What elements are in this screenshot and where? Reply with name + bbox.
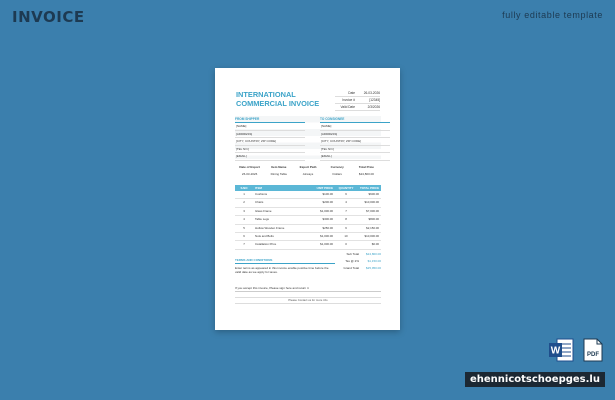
from-line: [EMAIL] (235, 153, 305, 161)
to-line: [NAME] (320, 123, 390, 131)
header-tagline: fully editable template (502, 10, 603, 20)
from-line: [NAME] (235, 123, 305, 131)
from-heading: FROM SHIPPER (235, 117, 305, 123)
from-line: [TEL NO.] (235, 146, 305, 154)
from-shipper (235, 117, 305, 161)
table-row: 5 Hollow Wooden Frame $250.00 6 $2,150.00 (235, 225, 381, 233)
shipment-value-row: 26-03-2026 Dining Table Airways Dollars $24,800.00 (241, 172, 374, 176)
table-row: 2 Chairs $200.00 4 $10,000.00 (235, 199, 381, 207)
totals (340, 251, 381, 272)
meta-valid-date: Valid Date 2/3/2026 (335, 104, 380, 111)
site-badge: ehennicotschoepges.lu (465, 372, 605, 387)
word-document-icon (548, 338, 574, 362)
subtotal-row: Sub Total $24,800.00 (346, 252, 381, 256)
to-consignee (320, 117, 390, 161)
meta-date: Date 26-03-2026 (335, 90, 380, 97)
pdf-document-icon (582, 338, 604, 362)
terms-heading: TERMS AND CONDITIONS (235, 258, 335, 264)
to-heading: TO CONSIGNEE (320, 117, 390, 123)
items-table (235, 185, 381, 250)
contact-line: Please Contact us for more info (235, 297, 381, 304)
invoice-meta (335, 90, 380, 111)
from-line: [ADDRESS] (235, 131, 305, 139)
header-title: INVOICE (12, 8, 85, 26)
invoice-title: INTERNATIONAL COMMERCIAL INVOICE (236, 90, 320, 108)
tax-row: Tax @ 2% $1,150.00 (345, 259, 381, 263)
to-line: [TEL NO.] (320, 146, 390, 154)
table-row: 7 Installation Price $1,000.00 0 $0.00 (235, 241, 381, 249)
shipment-header-row: Date of Export Item Name Export Path Currency Total Price (239, 165, 374, 169)
table-row: 1 Cushions $100.00 6 $600.00 (235, 191, 381, 199)
word-letter: W (550, 345, 561, 357)
accept-line: If you accept this invoice, Please sign here and return it (235, 285, 381, 292)
to-line: [ADDRESS] (320, 131, 390, 139)
invoice-page (215, 68, 400, 330)
items-header-row: S.NO ITEM UNIT PRICE QUANTITY TOTAL PRICE (235, 185, 381, 191)
grand-total-row: Grand Total $25,950.00 (343, 266, 381, 270)
shipment-table (235, 164, 381, 178)
meta-invoice-number: Invoice # [12345] (335, 97, 380, 104)
table-row: 4 Table Legs $300.00 8 $800.00 (235, 216, 381, 224)
to-line: [CITY, COUNTRY, ZIP CODE] (320, 138, 390, 146)
terms-section (235, 258, 335, 274)
terms-text: Enter terms as appeared in this invoice enable positive time before the valid date as we apply for taxes. (235, 266, 329, 274)
to-line: [EMAIL] (320, 153, 390, 161)
table-row: 3 Glass Frame $1,000.00 7 $7,000.00 (235, 208, 381, 216)
from-line: [CITY, COUNTRY, ZIP CODE] (235, 138, 305, 146)
table-row: 6 Nuts and Bolts $1,000.00 10 $10,000.00 (235, 233, 381, 241)
pdf-label: PDF (587, 352, 599, 358)
